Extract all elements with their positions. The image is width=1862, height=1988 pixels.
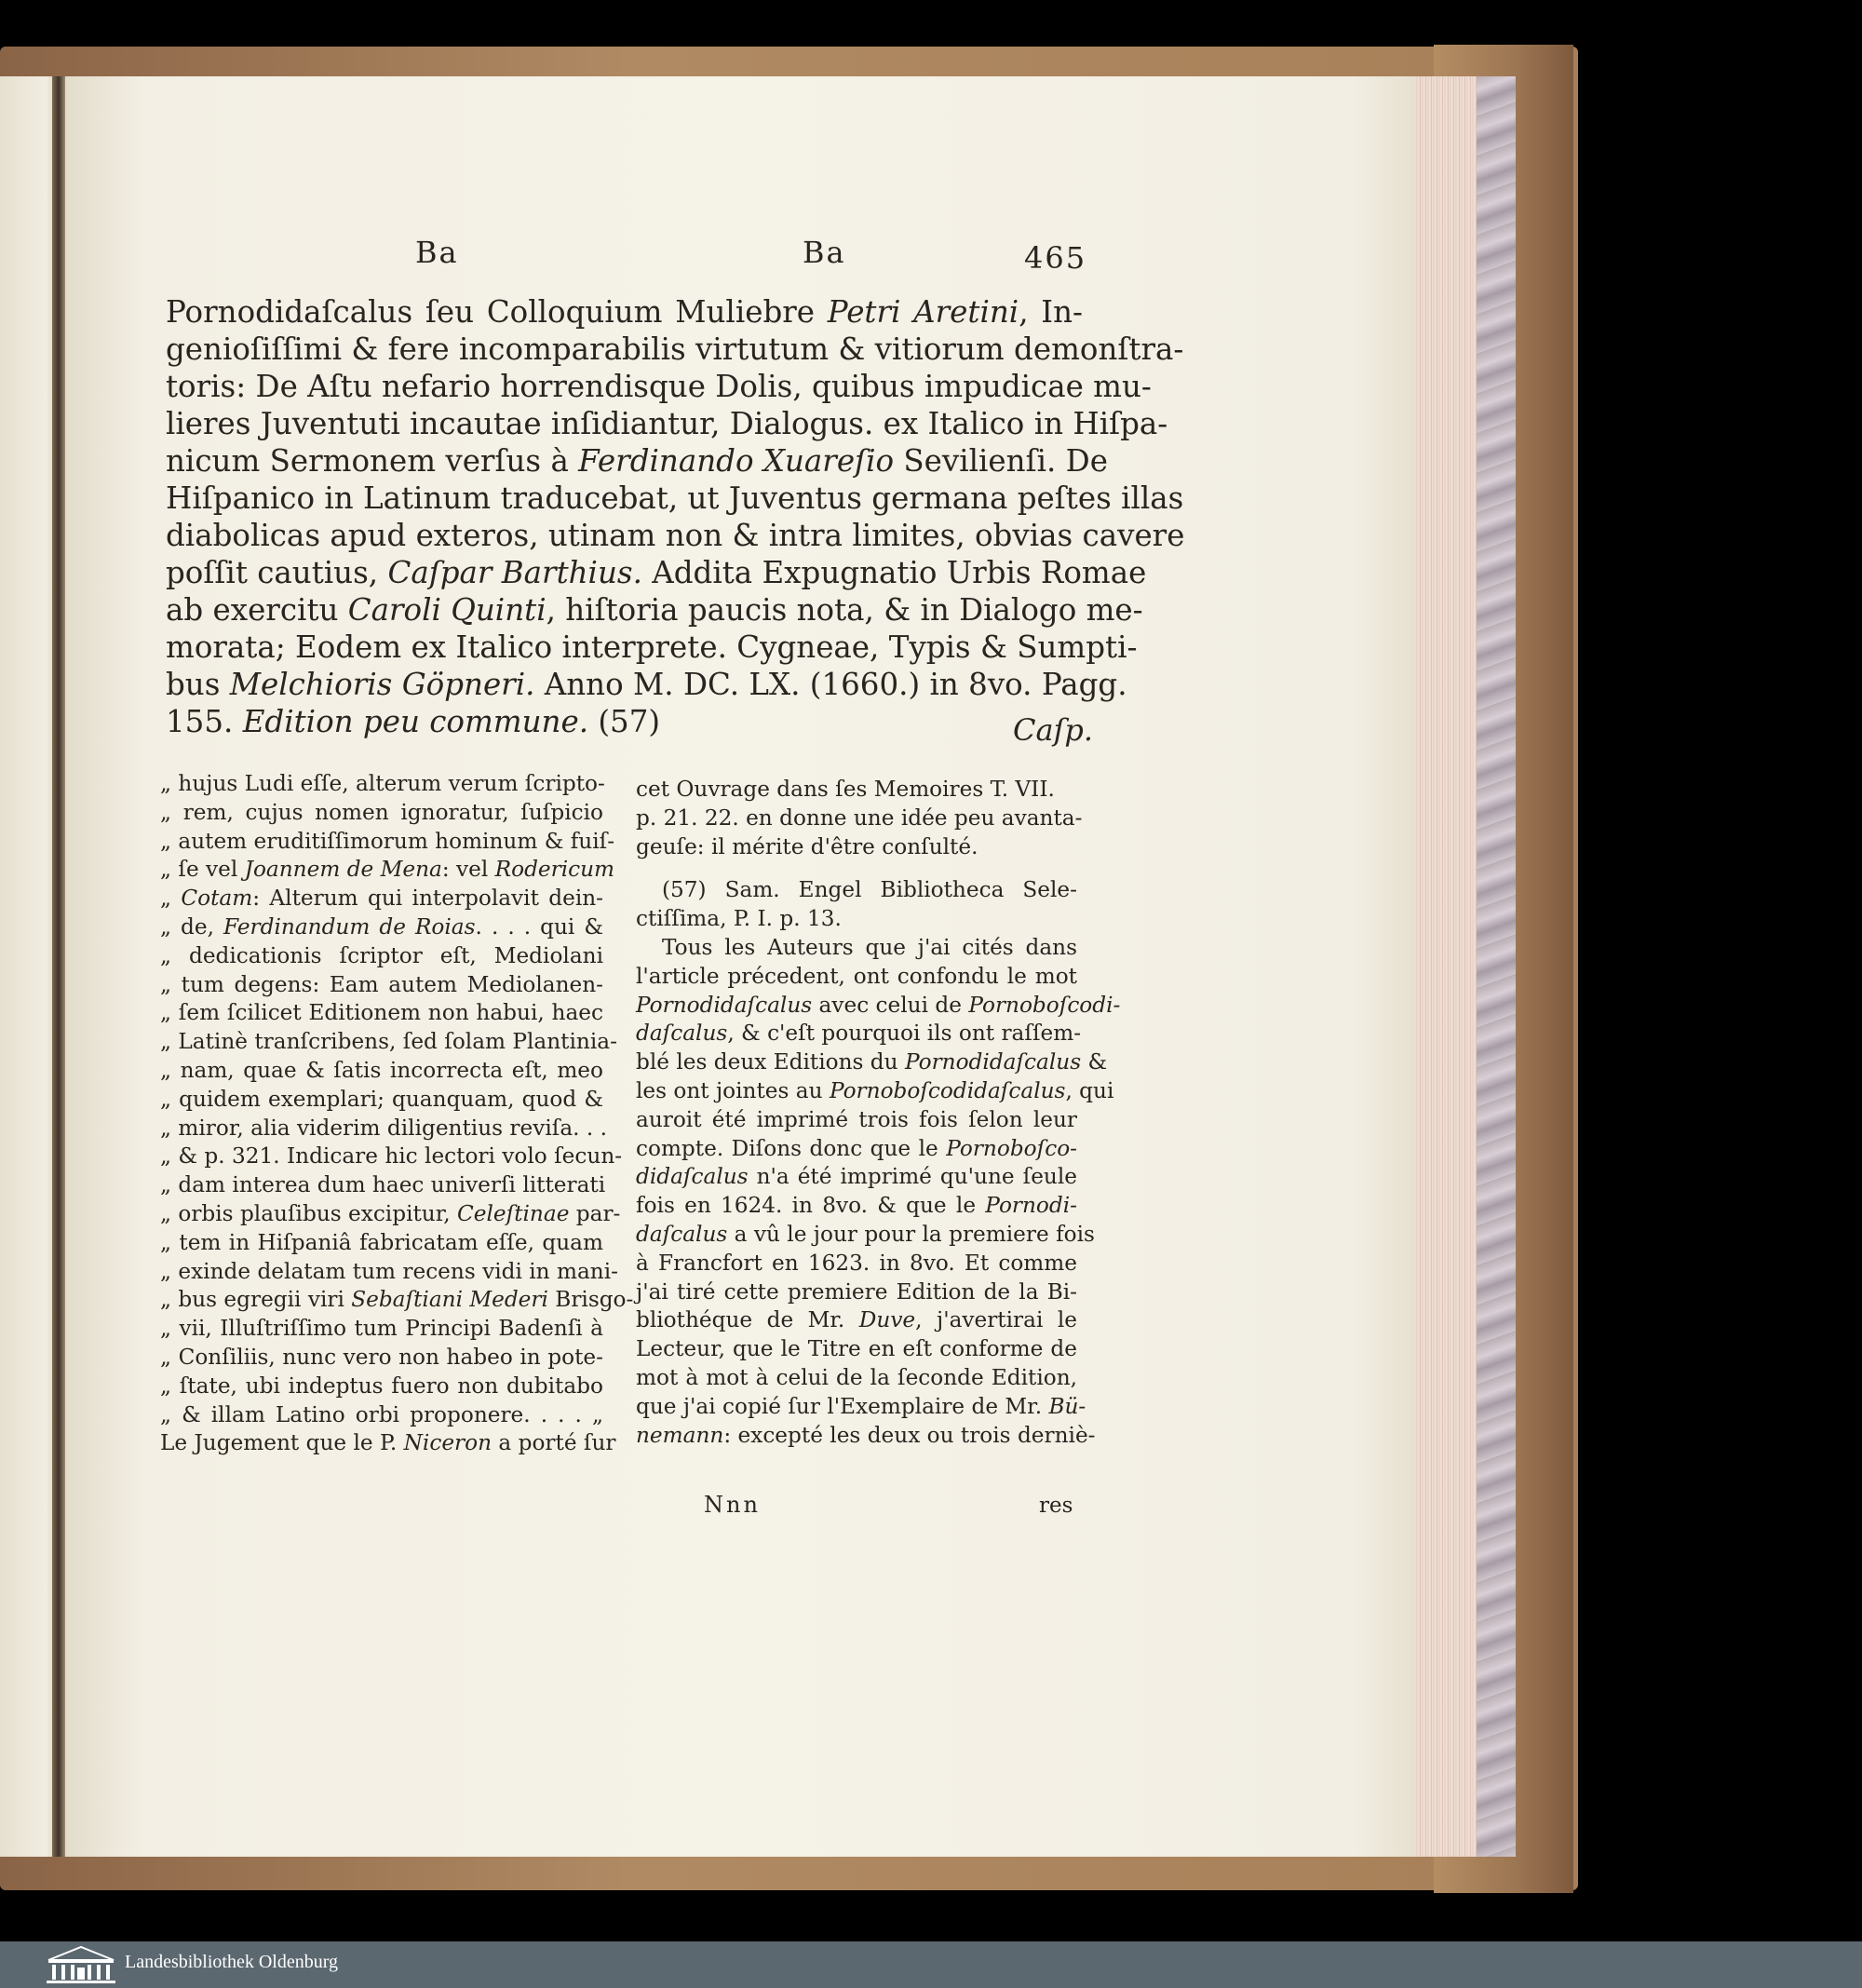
text-line-content (636, 1422, 1096, 1451)
right-column-line (636, 992, 1121, 1021)
right-column-line (636, 1221, 1095, 1250)
text-run: „ dedicationis ſcriptor eſt, Mediolani (160, 942, 603, 968)
text-run: nicum Sermonem verſus à (166, 443, 579, 479)
text-line-content (166, 703, 1083, 740)
text-run: avec celui de (812, 992, 969, 1018)
right-column-line (636, 805, 1083, 833)
text-run: 155. (166, 704, 243, 739)
italic-name: Rodericum (494, 857, 615, 883)
left-column-line (160, 828, 615, 857)
right-column-line (636, 1192, 1077, 1221)
text-run: „ & p. 321. Indicare hic lectori volo ſecun- (160, 1143, 623, 1170)
italic-name: daſcalus (636, 1021, 728, 1047)
italic-name: Pornoboſco- (946, 1135, 1077, 1161)
text-line-content (636, 1020, 1082, 1048)
left-column-line (160, 1373, 603, 1401)
book-gutter (52, 76, 65, 1857)
catchword: Caſp. (1013, 712, 1094, 748)
main-text-line (166, 293, 1083, 331)
running-head-center: Ba (803, 235, 846, 270)
text-run: n'a été imprimé qu'une ſeule (748, 1164, 1077, 1190)
text-line-content (636, 905, 1077, 934)
text-line-content (160, 1057, 603, 1086)
left-column-line (160, 1200, 621, 1229)
left-column-line (160, 1315, 603, 1344)
text-run: compte. Diſons donc que le (636, 1135, 947, 1161)
left-column-line (160, 1429, 616, 1458)
text-line-content (160, 999, 603, 1028)
right-column-line (636, 1106, 1077, 1135)
marbled-endpaper (1477, 76, 1516, 1857)
text-run: „ dam interea dum haec univerſi litterati (160, 1172, 606, 1198)
footnote-column-left (160, 770, 634, 1458)
italic-name: Melchioris Göpneri. (229, 667, 535, 702)
text-run: Brisgo- (547, 1287, 634, 1313)
text-run: : excepté les deux ou trois derniè- (723, 1422, 1096, 1448)
text-run: , hiſtoria paucis nota, & in Dialogo me- (546, 592, 1143, 628)
text-run: „ Latinè tranſcribens, ſed ſolam Plantinia- (160, 1029, 617, 1055)
italic-name: Caſpar Barthius. (387, 555, 642, 590)
text-run: cet Ouvrage dans ſes Memoires T. VII. (636, 777, 1055, 802)
text-run: . . . . qui & (475, 913, 603, 940)
text-line-content (636, 1192, 1077, 1221)
text-line-content (160, 1429, 616, 1458)
text-run: „ hujus Ludi eſſe, alterum verum ſcripto- (160, 771, 605, 796)
right-column-line (636, 776, 1077, 805)
right-column-line (636, 876, 1077, 905)
italic-name: Pornodi- (985, 1193, 1077, 1219)
text-line-content (166, 629, 1138, 666)
right-column-line (636, 861, 1077, 876)
text-line-content (166, 480, 1184, 517)
text-run: „ ſtate, ubi indeptus fuero non dubitabo (160, 1373, 603, 1399)
text-line-content (636, 1106, 1077, 1135)
text-line-content (160, 1143, 623, 1171)
text-line-content (166, 554, 1147, 591)
text-run: „ quidem exemplari; quanquam, quod & (160, 1086, 603, 1112)
signature-mark: Nnn (704, 1492, 761, 1518)
text-run: a porté ſur (492, 1430, 616, 1456)
italic-name: daſcalus (636, 1221, 728, 1247)
text-line-content (636, 1221, 1095, 1250)
text-line-content (160, 1315, 603, 1344)
text-run: j'ai tiré cette premiere Edition de la Bi- (636, 1278, 1077, 1305)
italic-name: Bü- (1048, 1393, 1086, 1419)
italic-name: Pornodidaſcalus (904, 1049, 1082, 1075)
text-line-content (166, 517, 1185, 554)
text-run: mot à mot à celui de la ſeconde Edition, (636, 1364, 1077, 1390)
text-line-content (636, 1306, 1077, 1335)
right-column-line (636, 1250, 1077, 1278)
left-column-line (160, 770, 603, 799)
page-block-edges (1415, 76, 1477, 1857)
text-line-content (636, 1163, 1077, 1192)
right-column-line (636, 1306, 1077, 1335)
main-text-line (166, 629, 1138, 666)
text-run: Sevilienſi. De (894, 443, 1108, 479)
text-line-content (160, 1028, 617, 1057)
text-run: blé les deux Editions du (636, 1049, 905, 1075)
text-run: Pornodidaſcalus ſeu Colloquium Muliebre (166, 294, 828, 330)
facing-page-edge (0, 76, 58, 1857)
text-run: , In- (1019, 294, 1084, 330)
right-column-line (636, 963, 1077, 992)
footnote-column-right (636, 776, 1121, 1450)
text-line-content (166, 442, 1108, 480)
text-run: morata; Eodem ex Italico interprete. Cygneae, Typis & Sumpti- (166, 629, 1138, 665)
text-run: que j'ai copié ſur l'Exemplaire de Mr. (636, 1393, 1049, 1419)
left-column-line (160, 1171, 606, 1200)
text-run: Tous les Auteurs que j'ai cités dans (662, 934, 1077, 960)
text-run: Le Jugement que le P. (160, 1430, 404, 1456)
left-column-line (160, 913, 603, 942)
text-run: toris: De Aſtu nefario horrendisque Dolis, quibus impudicae mu- (166, 369, 1152, 404)
text-line-content (160, 942, 603, 971)
main-text-line (166, 591, 1143, 629)
text-line-content (160, 770, 603, 799)
text-run: : vel (441, 857, 495, 883)
text-run: lieres Juventuti incautae inſidiantur, Dialogus. ex Italico in Hiſpa- (166, 406, 1168, 441)
main-text-line (166, 442, 1108, 480)
right-column-line (636, 1278, 1077, 1307)
right-column-line (636, 1135, 1077, 1164)
text-run: Lecteur, que le Titre en eſt conforme de (636, 1336, 1077, 1362)
text-run: diabolicas apud exteros, utinam non & intra limites, obvias cavere (166, 518, 1185, 553)
main-text-line (166, 703, 1083, 740)
text-line-content (160, 1258, 618, 1287)
left-column-line (160, 999, 603, 1028)
text-line-content (636, 1135, 1077, 1164)
text-run: geuſe: il mérite d'être conſulté. (636, 833, 978, 859)
right-column-line (636, 905, 1077, 934)
text-line-content (636, 1393, 1086, 1422)
text-run: bus (166, 667, 230, 702)
text-run: „ de, (160, 913, 224, 940)
text-line-content (636, 1077, 1114, 1106)
text-run: „ exinde delatam tum recens vidi in mani- (160, 1258, 618, 1284)
text-line-content (662, 876, 1077, 905)
text-line-content (636, 1364, 1077, 1393)
text-run: & (1081, 1049, 1108, 1075)
left-column-line (160, 1086, 603, 1115)
text-run: „ ſe vel (160, 857, 245, 883)
italic-name: Niceron (403, 1430, 492, 1456)
italic-name: Petri Aretini (827, 294, 1019, 330)
italic-name: Pornodidaſcalus (636, 992, 813, 1018)
text-run: (57) (588, 704, 661, 739)
italic-name: nemann (636, 1422, 724, 1448)
text-run: genioſiſſimi & fere incomparabilis virtutum & vitiorum demonſtra- (166, 331, 1184, 367)
right-column-line (636, 1020, 1082, 1048)
column-catchword: res (1039, 1494, 1073, 1518)
text-line-content (160, 913, 603, 942)
text-line-content (636, 1048, 1108, 1077)
left-column-line (160, 1401, 603, 1430)
text-line-content (160, 1200, 621, 1229)
text-run: l'article précedent, ont confondu le mot (636, 963, 1077, 989)
italic-name: Cotam (181, 886, 253, 912)
text-line-content (160, 1229, 603, 1258)
text-line-content (160, 1344, 603, 1373)
text-line-content (160, 1401, 603, 1430)
italic-name: Edition peu commune. (242, 704, 589, 739)
text-line-content (636, 1278, 1077, 1307)
text-run: Hiſpanico in Latinum traducebat, ut Juventus germana peſtes illas (166, 480, 1184, 516)
text-run: : Alterum qui interpolavit dein- (252, 886, 604, 912)
text-run: „ orbis plauſibus excipitur, (160, 1200, 458, 1226)
text-run: auroit été imprimé trois fois ſelon leur (636, 1106, 1077, 1132)
text-run: , qui (1065, 1077, 1114, 1103)
left-column-line (160, 942, 603, 971)
main-text-line (166, 554, 1147, 591)
text-line-content (636, 805, 1083, 833)
text-run: par- (569, 1200, 621, 1226)
main-text-line (166, 405, 1168, 442)
text-run: „ autem eruditiſſimorum hominum & fuiſ- (160, 828, 615, 854)
text-run: les ont jointes au (636, 1077, 830, 1103)
italic-name: Caroli Quinti (347, 592, 546, 628)
left-column-line (160, 971, 603, 1000)
left-column-line (160, 1229, 603, 1258)
text-run: ab exercitu (166, 592, 348, 628)
main-text-line (166, 331, 1184, 368)
text-line-content (166, 666, 1127, 703)
text-line-content (160, 828, 615, 857)
text-run: „ ſem ſcilicet Editionem non habui, haec (160, 1000, 603, 1026)
text-run: fois en 1624. in 8vo. & que le (636, 1193, 986, 1219)
text-run: à Francfort en 1623. in 8vo. Et comme (636, 1250, 1077, 1276)
text-line-content (166, 368, 1152, 405)
right-column-line (636, 1422, 1096, 1451)
left-column-line (160, 1057, 603, 1086)
left-column-line (160, 885, 603, 913)
text-line-content (160, 856, 615, 885)
text-run: „ vii, Illuſtriſſimo tum Principi Badenſi à (160, 1316, 603, 1342)
text-line-content (160, 1286, 634, 1315)
text-run: , & c'eſt pourquoi ils ont raſſem- (727, 1021, 1082, 1047)
right-column-line (636, 1048, 1108, 1077)
text-run: ctiſſima, P. I. p. 13. (636, 906, 842, 932)
text-run: „ tum degens: Eam autem Mediolanen- (160, 971, 603, 997)
text-line-content (636, 776, 1077, 805)
text-run: Anno M. DC. LX. (1660.) in 8vo. Pagg. (534, 667, 1127, 702)
main-text-line (166, 666, 1127, 703)
left-column-line (160, 1028, 617, 1057)
text-line-content (636, 1250, 1077, 1278)
left-column-line (160, 1258, 618, 1287)
left-column-line (160, 1344, 603, 1373)
right-column-line (636, 1335, 1077, 1364)
italic-name: Celeſtinae (457, 1200, 570, 1226)
main-entry-text (166, 293, 1185, 740)
text-run: „ rem, cujus nomen ignoratur, ſuſpicio (160, 799, 603, 825)
italic-name: Joannem de Mena (244, 857, 442, 883)
right-column-line (636, 1163, 1077, 1192)
text-run: „ Conſiliis, nunc vero non habeo in pote- (160, 1344, 603, 1370)
text-line-content (160, 971, 603, 1000)
text-run: (57) Sam. Engel Bibliotheca Sele- (662, 877, 1077, 903)
text-line-content (636, 833, 1077, 862)
text-line-content (662, 934, 1077, 963)
main-text-line (166, 480, 1184, 517)
text-run: poſſit cautius, (166, 555, 388, 590)
italic-name: Pornoboſcodi- (968, 992, 1121, 1018)
left-column-line (160, 1286, 634, 1315)
italic-name: Pornoboſcodidaſcalus (829, 1077, 1066, 1103)
italic-name: Ferdinandum de Roias (223, 913, 476, 940)
text-run: „ & illam Latino orbi proponere. . . . „ (160, 1401, 603, 1427)
text-line-content (636, 992, 1121, 1021)
text-run: a vû le jour pour la premiere fois (727, 1221, 1095, 1247)
text-run: , j'avertirai le (915, 1307, 1077, 1333)
running-head-left: Ba (415, 235, 459, 270)
text-run: „ (160, 886, 182, 912)
left-column-line (160, 1143, 623, 1171)
text-line-content (160, 885, 603, 913)
italic-name: didaſcalus (636, 1164, 749, 1190)
left-column-line (160, 799, 603, 828)
right-column-line (636, 1364, 1077, 1393)
text-run: p. 21. 22. en donne une idée peu avanta- (636, 805, 1083, 831)
right-column-line (636, 934, 1077, 963)
text-line-content (160, 1373, 603, 1401)
text-line-content (636, 963, 1077, 992)
right-column-line (636, 833, 1077, 862)
italic-name: Ferdinando Xuareſio (578, 443, 895, 479)
text-line-content (160, 799, 603, 828)
page-number: 465 (1024, 240, 1087, 276)
text-run: „ nam, quae & ſatis incorrecta eſt, meo (160, 1057, 603, 1083)
text-run: bliothéque de Mr. (636, 1307, 859, 1333)
text-line-content (166, 331, 1184, 368)
right-column-line (636, 1393, 1086, 1422)
right-column-line (636, 1077, 1114, 1106)
text-line-content (166, 405, 1168, 442)
text-line-content (160, 1171, 606, 1200)
library-name[interactable]: Landesbibliothek Oldenburg (125, 1952, 339, 1972)
main-text-line (166, 517, 1185, 554)
text-run: „ tem in Hiſpaniâ fabricatam eſſe, quam (160, 1229, 603, 1255)
left-column-line (160, 856, 615, 885)
text-run: Addita Expugnatio Urbis Romae (641, 555, 1147, 590)
italic-name: Duve (858, 1307, 916, 1333)
text-line-content (166, 293, 1083, 331)
text-line-content (160, 1086, 603, 1115)
text-line-content (636, 1335, 1077, 1364)
italic-name: Sebaſtiani Mederi (351, 1287, 548, 1313)
text-line-content (160, 1115, 608, 1143)
main-text-line (166, 368, 1152, 405)
text-run: „ miror, alia viderim diligentius reviſa. . . (160, 1115, 608, 1141)
left-column-line (160, 1115, 608, 1143)
text-line-content (166, 591, 1143, 629)
text-run: „ bus egregii viri (160, 1287, 352, 1313)
library-building-logo-icon[interactable] (45, 1945, 117, 1984)
